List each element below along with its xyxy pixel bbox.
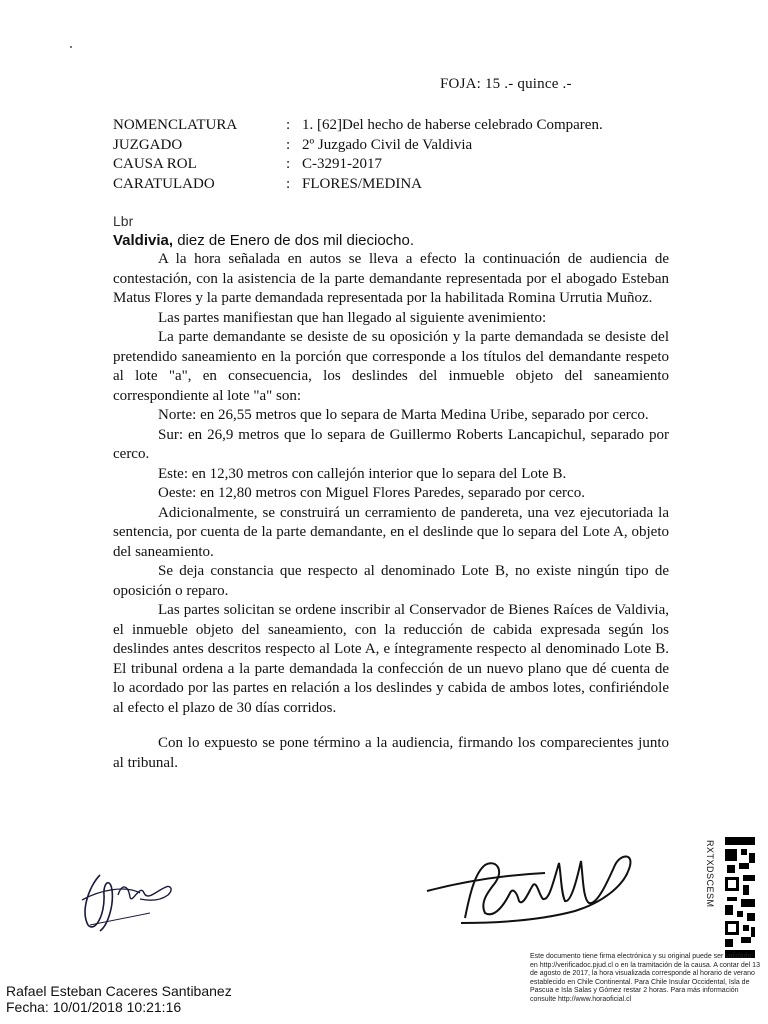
header-row-juzgado: [113, 136, 722, 156]
paragraph-registration: Las partes solicitan se ordene inscribir al Conservador de Bienes Raíces de Valdivia, el inmueble objeto del saneamiento, con la reducción de cabida expresada según los deslindes antes descritos respecto al Lote A, e íntegramente respecto al denominado Lote B. El tribunal ordena a la parte demandada la confección de un nuevo plano que dé cuenta de lo acordado por las partes en relación a los deslindes y cabida de ambos lotes, confiriéndole al efecto el plazo de 30 días corridos.: [113, 602, 669, 716]
header-row-caratulado: [113, 175, 722, 195]
header-row-causa-rol: [113, 155, 722, 175]
clerk-initials: Lbr: [113, 213, 134, 229]
header-value: FLORES/MEDINA: [302, 175, 423, 192]
header-key: NOMENCLATURA: [113, 117, 238, 133]
header-value: 2º Juzgado Civil de Valdivia: [302, 136, 473, 153]
paragraph-desistance: La parte demandante se desiste de su oposición y la parte demandada se desiste del pretendido saneamiento en la porción que corresponde a los títulos del demandante respeto al lote "a", en consecuencia, los deslindes del inmueble objeto del saneamiento correspondiente al lote "a" son:: [113, 329, 669, 404]
paragraph-agreement-intro: Las partes manifiestan que han llegado al siguiente avenimiento:: [158, 309, 547, 326]
handwritten-signature-left: [70, 855, 180, 935]
electronic-signature-notice: Este documento tiene firma electrónica y su original puede ser validado en http://verificadoc.pjud.cl o en la tramitación de la causa. A contar del 13 de agosto de 2017, la hora visualizada corresponde al horario de verano establecido en Chile Continental. Para Chile Insular Occidental, Isla de Pascua e Isla Salas y Gómez restar 2 horas. Para más información consulte http://www.horaoficial.cl: [530, 953, 760, 1003]
date-text: diez de Enero de dos mil dieciocho.: [173, 232, 415, 249]
paragraph-east: Este: en 12,30 metros con callejón interior que lo separa del Lote B.: [158, 465, 567, 482]
header-key: CAUSA ROL: [113, 156, 197, 172]
paragraph-north: Norte: en 26,55 metros que lo separa de Marta Medina Uribe, separado por cerco.: [158, 407, 649, 423]
header-colon: :: [286, 156, 291, 172]
paragraph-hearing: A la hora señalada en autos se lleva a efecto la continuación de audiencia de contestación, con la asistencia de la parte demandante representada por el abogado Esteban Matus Flores y la parte demandada representada por la habilitada Romina Urrutia Muñoz.: [113, 251, 669, 306]
header-row-nomenclatura: [113, 116, 722, 136]
paragraph-lot-b: Se deja constancia que respecto al denominado Lote B, no existe ningún tipo de oposición o reparo.: [113, 563, 669, 599]
resolution-body: [113, 250, 669, 773]
header-colon: :: [286, 136, 291, 153]
paragraph-south: Sur: en 26,9 metros que lo separa de Guillermo Roberts Lancapichul, separado por cerco.: [113, 426, 669, 462]
electronic-signer: [6, 983, 232, 1015]
paragraph-closing: Con lo expuesto se pone término a la audiencia, firmando los comparecientes junto al tribunal.: [113, 735, 669, 771]
document-date: [113, 232, 414, 249]
scan-speck: [70, 46, 72, 48]
signer-name: Rafael Esteban Caceres Santibanez: [6, 983, 232, 999]
header-colon: :: [286, 175, 291, 192]
handwritten-signature-judge: [425, 843, 635, 928]
qr-code: [723, 835, 757, 960]
paragraph-fence: Adicionalmente, se construirá un cerramiento de pandereta, una vez ejecutoriada la sentencia, por cuenta de la parte demandante, en el deslinde que lo separa del Lote A, objeto del saneamiento.: [113, 504, 669, 560]
foja-number: FOJA: 15 .- quince .-: [440, 76, 572, 92]
date-city: Valdivia,: [113, 232, 174, 249]
qr-code-text: RXTXDSCESM: [705, 840, 715, 908]
header-key: JUZGADO: [113, 136, 183, 153]
header-colon: :: [286, 117, 291, 133]
header-value: C-3291-2017: [302, 156, 382, 172]
signer-date: Fecha: 10/01/2018 10:21:16: [6, 999, 182, 1015]
paragraph-west: Oeste: en 12,80 metros con Miguel Flores Paredes, separado por cerco.: [158, 485, 585, 501]
header-value: 1. [62]Del hecho de haberse celebrado Comparen.: [302, 117, 603, 133]
header-key: CARATULADO: [113, 175, 215, 192]
case-header: [113, 116, 722, 194]
